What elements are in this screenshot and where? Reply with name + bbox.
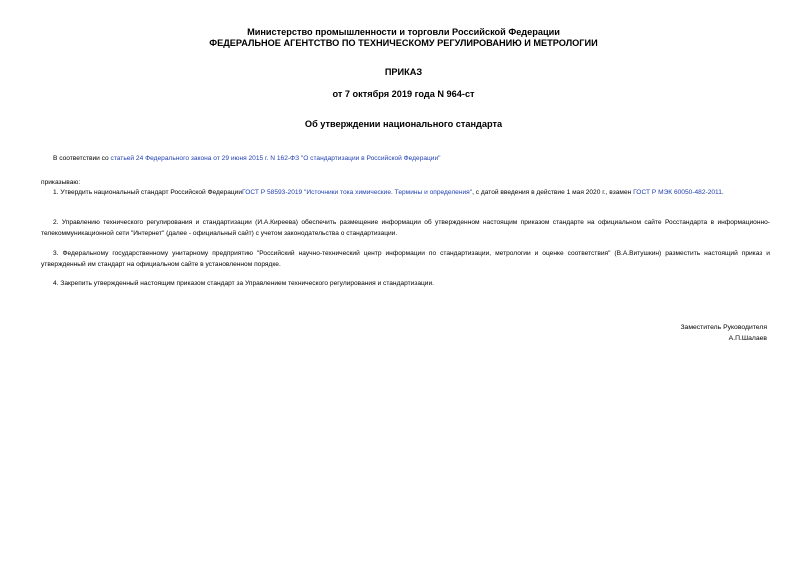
federal-law-link[interactable]: статьей 24 Федерального закона от 29 июня 2015 г. N 162-ФЗ "О стандартизации в Российской Федерации" [110, 155, 441, 162]
ministry-heading: Министерство промышленности и торговли Российской Федерации [247, 27, 560, 37]
order-date: от 7 октября 2019 года N 964-ст [332, 89, 475, 99]
order-item-2: 2. Управлению технического регулирования и стандартизации (И.А.Киреева) обеспечить размещение информации об утвержденном настоящим приказом стандарте на официальном сайте Росстандарта в информационно-телекоммуникационной сети "Интернет" (далее - официальный сайт) с учетом законодательства о стандартизации. [41, 219, 770, 237]
gost-58593-link[interactable]: ГОСТ Р 58593-2019 "Источники тока химические. Термины и определения" [242, 189, 473, 196]
signatory-name: А.П.Шалаев [728, 335, 767, 342]
basis-prefix: В соответствии со [53, 155, 111, 162]
order-title: ПРИКАЗ [384, 67, 423, 77]
order-item-3: 3. Федеральному государственному унитарному предприятию "Российский научно-технический центр информации по стандартизации, метрологии и оценке соответствия" (В.А.Витушкин) разместить настоящий приказ и утвержденный им стандарт на официальном сайте в установленном порядке. [41, 250, 770, 268]
signatory-role: Заместитель Руководителя [680, 324, 767, 331]
gost-iec-60050-link[interactable]: ГОСТ Р МЭК 60050-482-2011 [633, 189, 722, 196]
item1-prefix: 1. Утвердить национальный стандарт Российской Федерации [53, 189, 243, 196]
agency-heading: ФЕДЕРАЛЬНОЕ АГЕНТСТВО ПО ТЕХНИЧЕСКОМУ РЕГУЛИРОВАНИЮ И МЕТРОЛОГИИ [209, 38, 598, 48]
order-word: приказываю: [41, 179, 81, 186]
item1-suffix: . [721, 189, 724, 196]
order-item-1 [41, 188, 770, 199]
order-item-4: 4. Закрепить утвержденный настоящим приказом стандарт за Управлением технического регулирования и стандартизации. [53, 280, 434, 287]
item1-middle: , с датой введения в действие 1 мая 2020 г., взамен [472, 189, 634, 196]
basis-paragraph [41, 154, 770, 165]
order-subject: Об утверждении национального стандарта [304, 119, 503, 129]
